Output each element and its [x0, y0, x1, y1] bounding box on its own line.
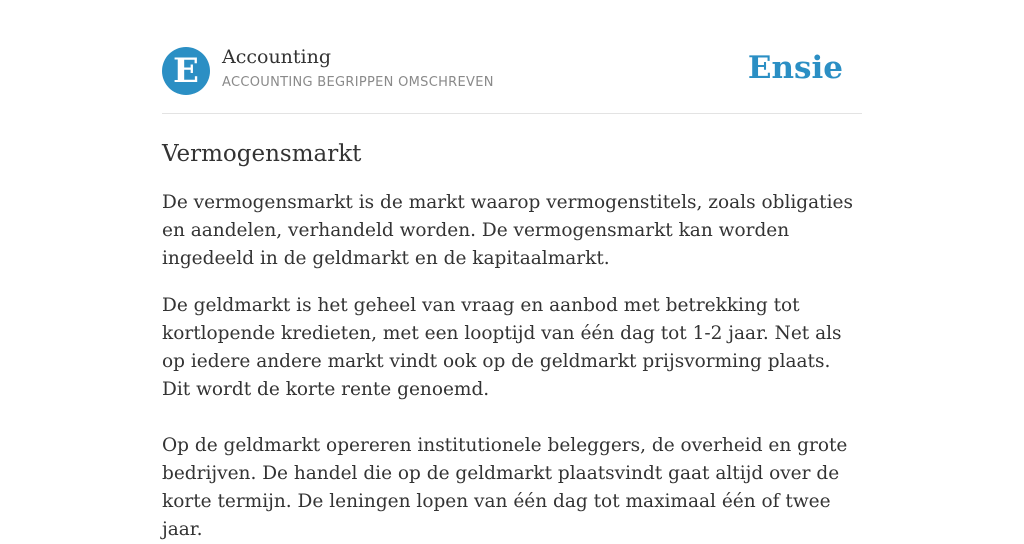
- site-header: [162, 0, 862, 114]
- site-subtitle: ACCOUNTING BEGRIPPEN OMSCHREVEN: [222, 75, 494, 90]
- brand-logo-link[interactable]: Ensie: [747, 50, 843, 86]
- site-logo-icon[interactable]: E: [162, 47, 210, 95]
- article-paragraph: De geldmarkt is het geheel van vraag en aanbod met betrekking tot kortlopende kredieten, met een looptijd van één dag tot 1-2 jaar. Net als op iedere andere markt vindt ook op de geldmarkt prijsvorming plaats. Dit wordt de korte rente genoemd.: [162, 295, 842, 400]
- article-paragraph: Op de geldmarkt opereren institutionele beleggers, de overheid en grote bedrijven. De handel die op de geldmarkt plaatsvindt gaat altijd over de korte termijn. De leningen lopen van één dag tot maximaal één of twee jaar.: [162, 435, 848, 540]
- content-container: [162, 0, 862, 544]
- article-paragraph: De vermogensmarkt is de markt waarop vermogenstitels, zoals obligaties en aandelen, verhandeld worden. De vermogensmarkt kan worden ingedeeld in de geldmarkt en de kapitaalmarkt.: [162, 192, 853, 269]
- article-title: Vermogensmarkt: [162, 141, 362, 167]
- site-title-link[interactable]: Accounting: [222, 46, 332, 68]
